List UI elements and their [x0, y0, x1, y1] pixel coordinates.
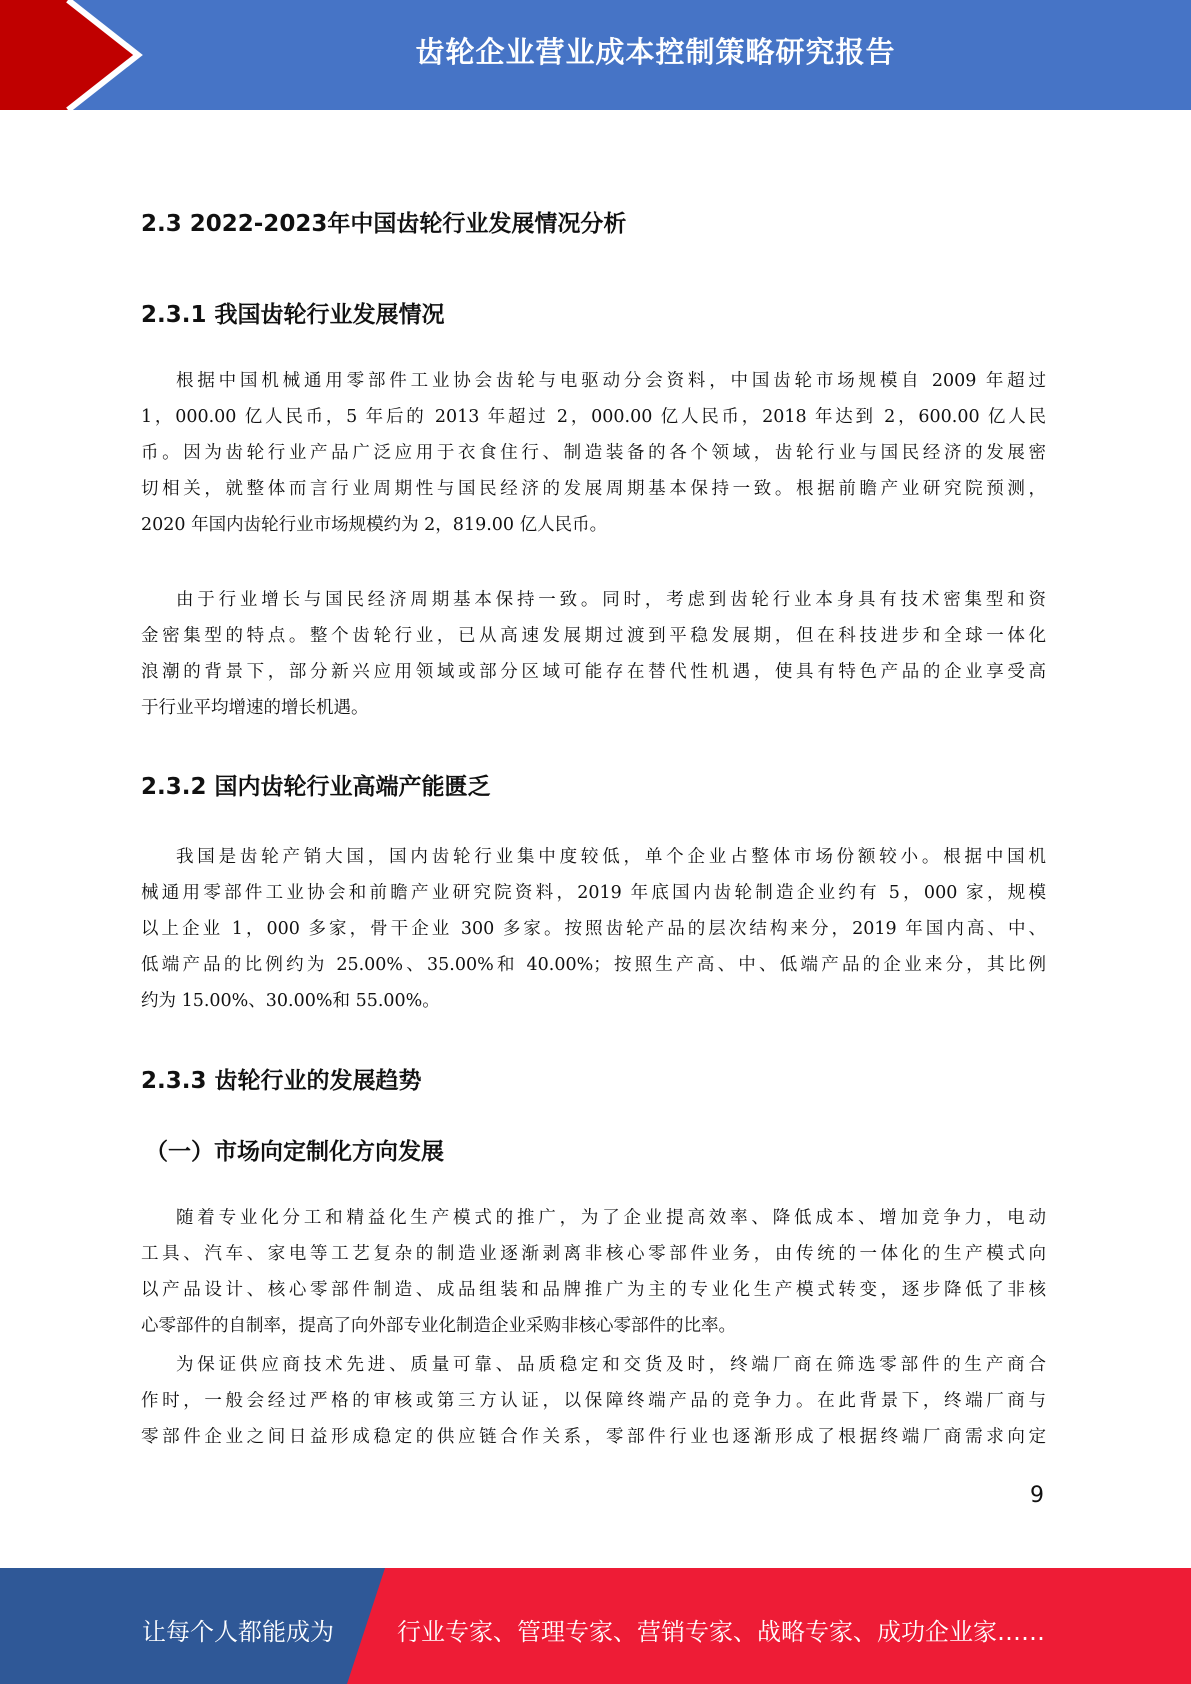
paragraph-line: 以产品设计、核心零部件制造、成品组装和品牌推广为主的专业化生产模式转变，逐步降低了非核: [141, 1280, 1046, 1300]
paragraph-line: 于行业平均增速的增长机遇。: [141, 698, 369, 718]
paragraph-line: 低端产品的比例约为 25.00%、35.00%和 40.00%；按照生产高、中、低端产品的企业来分，其比例: [141, 955, 1046, 975]
paragraph: [141, 839, 1046, 1019]
paragraph-line: 为保证供应商技术先进、质量可靠、品质稳定和交货及时，终端厂商在筛选零部件的生产商合: [176, 1355, 1046, 1375]
paragraph-line: 由于行业增长与国民经济周期基本保持一致。同时，考虑到齿轮行业本身具有技术密集型和资: [176, 590, 1046, 610]
paragraph: [141, 1347, 1046, 1455]
paragraph-line: 2020 年国内齿轮行业市场规模约为 2，819.00 亿人民币。: [141, 515, 608, 535]
section-heading-2-3: 2.3 2022-2023年中国齿轮行业发展情况分析: [141, 211, 627, 237]
page-header: [0, 0, 1191, 110]
paragraph-line: 工具、汽车、家电等工艺复杂的制造业逐渐剥离非核心零部件业务，由传统的一体化的生产模式向: [141, 1244, 1046, 1264]
paragraph-line: 金密集型的特点。整个齿轮行业，已从高速发展期过渡到平稳发展期，但在科技进步和全球一体化: [141, 626, 1046, 646]
report-title: 齿轮企业营业成本控制策略研究报告: [415, 35, 896, 69]
paragraph-line: 械通用零部件工业协会和前瞻产业研究院资料，2019 年底国内齿轮制造企业约有 5，000 家，规模: [141, 883, 1046, 903]
section-heading-2-3-1: 2.3.1 我国齿轮行业发展情况: [141, 302, 445, 328]
footer-slogan-left: 让每个人都能成为: [142, 1618, 334, 1646]
paragraph-line: 零部件企业之间日益形成稳定的供应链合作关系，零部件行业也逐渐形成了根据终端厂商需求向定: [141, 1427, 1046, 1447]
paragraph: [141, 1200, 1046, 1344]
paragraph-line: 以上企业 1，000 多家，骨干企业 300 多家。按照齿轮产品的层次结构来分，2019 年国内高、中、: [141, 919, 1046, 939]
footer-slogan-right: 行业专家、管理专家、营销专家、战略专家、成功企业家……: [397, 1618, 1045, 1646]
paragraph-line: 约为 15.00%、30.00%和 55.00%。: [141, 991, 440, 1011]
paragraph-line: 随着专业化分工和精益化生产模式的推广，为了企业提高效率、降低成本、增加竞争力，电动: [176, 1208, 1046, 1228]
paragraph-line: 浪潮的背景下，部分新兴应用领域或部分区域可能存在替代性机遇，使具有特色产品的企业享受高: [141, 662, 1046, 682]
paragraph-line: 币。因为齿轮行业产品广泛应用于衣食住行、制造装备的各个领域，齿轮行业与国民经济的发展密: [141, 443, 1046, 463]
paragraph-line: 根据中国机械通用零部件工业协会齿轮与电驱动分会资料，中国齿轮市场规模自 2009 年超过: [176, 371, 1046, 391]
section-heading-2-3-3: 2.3.3 齿轮行业的发展趋势: [141, 1068, 422, 1094]
paragraph-line: 心零部件的自制率，提高了向外部专业化制造企业采购非核心零部件的比率。: [141, 1316, 736, 1336]
subsection-heading: （一）市场向定制化方向发展: [145, 1139, 444, 1165]
section-heading-2-3-2: 2.3.2 国内齿轮行业高端产能匮乏: [141, 774, 491, 800]
paragraph: [141, 363, 1046, 543]
paragraph-line: 我国是齿轮产销大国，国内齿轮行业集中度较低，单个企业占整体市场份额较小。根据中国机: [176, 847, 1046, 867]
paragraph-line: 切相关，就整体而言行业周期性与国民经济的发展周期基本保持一致。根据前瞻产业研究院预测，: [141, 479, 1046, 499]
page-number: 9: [1030, 1483, 1044, 1508]
paragraph: [141, 582, 1046, 726]
paragraph-line: 1，000.00 亿人民币，5 年后的 2013 年超过 2，000.00 亿人民币，2018 年达到 2，600.00 亿人民: [141, 407, 1046, 427]
paragraph-line: 作时，一般会经过严格的审核或第三方认证，以保障终端产品的竞争力。在此背景下，终端厂商与: [141, 1391, 1046, 1411]
